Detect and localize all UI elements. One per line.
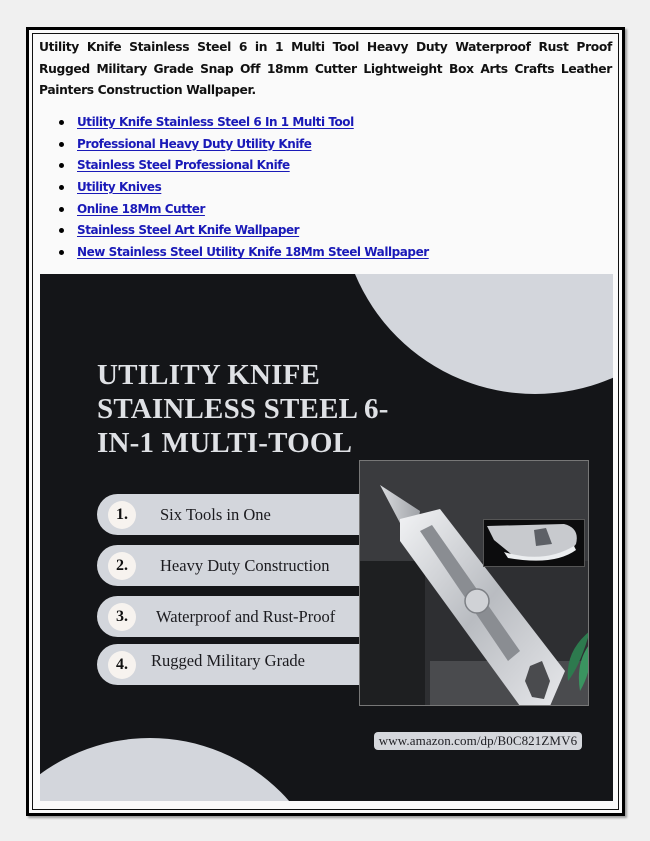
bullet-icon: [59, 228, 64, 233]
feature-number: 3.: [108, 603, 136, 631]
feature-label: Heavy Duty Construction: [160, 556, 330, 575]
banner-title-line: IN-1 MULTI-TOOL: [97, 427, 353, 459]
utility-knife-icon: [360, 461, 589, 706]
bullet-icon: [59, 207, 64, 212]
link-stainless-professional-knife[interactable]: Stainless Steel Professional Knife: [77, 158, 290, 173]
link-professional-heavy-duty[interactable]: Professional Heavy Duty Utility Knife: [77, 136, 312, 151]
list-item: [58, 220, 429, 242]
bullet-icon: [59, 163, 64, 168]
product-photo: [359, 460, 589, 706]
feature-label: Waterproof and Rust-Proof: [156, 607, 336, 626]
link-utility-knives[interactable]: Utility Knives: [77, 180, 162, 195]
link-art-knife-wallpaper[interactable]: Stainless Steel Art Knife Wallpaper: [77, 223, 300, 238]
feature-item-4: [97, 644, 359, 685]
multi-tool-head-icon: [484, 520, 584, 566]
list-item: [58, 177, 429, 199]
feature-number: 4.: [108, 651, 136, 679]
bullet-icon: [59, 120, 64, 125]
plant-decoration-icon: [560, 626, 589, 696]
product-banner-image: [40, 274, 613, 801]
list-item: [58, 199, 429, 221]
product-title-paragraph: Utility Knife Stainless Steel 6 in 1 Multi Tool Heavy Duty Waterproof Rust Proof Rugged Military Grade Snap Off 18mm Cutter Lightweight Box Arts Crafts Leather Painters Construction Wallpaper.: [39, 40, 612, 97]
bullet-icon: [59, 250, 64, 255]
banner-title-line: STAINLESS STEEL 6-: [97, 393, 389, 425]
link-online-18mm-cutter[interactable]: Online 18Mm Cutter: [77, 201, 205, 216]
product-url-badge: www.amazon.com/dp/B0C821ZMV6: [374, 732, 582, 750]
link-new-utility-knife-wallpaper[interactable]: New Stainless Steel Utility Knife 18Mm Steel Wallpaper: [77, 245, 429, 260]
feature-item-1: [97, 494, 359, 535]
feature-item-3: [97, 596, 359, 637]
banner-title-line: UTILITY KNIFE: [97, 359, 321, 391]
list-item: [58, 155, 429, 177]
list-item: [58, 134, 429, 156]
bullet-icon: [59, 142, 64, 147]
feature-number: 2.: [108, 552, 136, 580]
list-item: [58, 242, 429, 264]
related-links-list: [58, 112, 429, 264]
banner-title: [97, 358, 457, 460]
feature-label: Rugged Military Grade: [151, 651, 305, 670]
inset-product-detail-photo: [483, 519, 585, 567]
feature-item-2: [97, 545, 359, 586]
feature-label: Six Tools in One: [160, 505, 271, 524]
link-utility-knife-6-in-1[interactable]: Utility Knife Stainless Steel 6 In 1 Multi Tool: [77, 115, 354, 129]
bullet-icon: [59, 185, 64, 190]
decorative-circle-bottom: [40, 738, 335, 801]
feature-number: 1.: [108, 501, 136, 529]
list-item: [58, 112, 429, 134]
